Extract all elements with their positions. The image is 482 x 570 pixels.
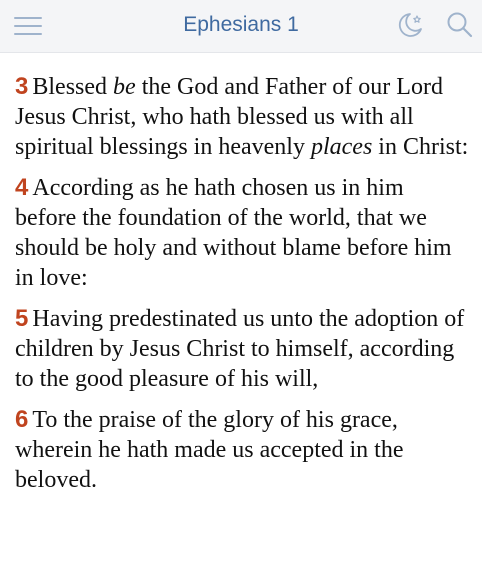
verse-number: 5 (15, 305, 29, 332)
verse-text: in Christ: (372, 134, 469, 160)
italic-word: places (310, 134, 373, 160)
verse-number: 6 (15, 406, 29, 433)
verse-text: According as he hath chosen us in him before the foundation of the world, that we should be holy and without blame before him in love: (15, 175, 452, 291)
night-mode-button[interactable] (396, 10, 426, 40)
verse-text: Blessed (32, 74, 114, 100)
verse-text: To the praise of the glory of his grace, wherein he hath made us accepted in the beloved. (15, 407, 404, 493)
chapter-text (15, 72, 470, 506)
verse[interactable] (15, 173, 470, 293)
verse[interactable] (15, 405, 470, 495)
verse[interactable] (15, 304, 470, 394)
italic-word: be (113, 74, 136, 100)
top-bar (0, 0, 482, 53)
moon-star-icon (396, 10, 426, 40)
verse[interactable] (15, 72, 470, 162)
search-icon (446, 10, 474, 40)
verse-text: the God and Father of our Lord Jesus Christ, who hath blessed us with all spiritual blessings in heavenly (15, 74, 443, 160)
page-title[interactable]: Ephesians 1 (183, 13, 299, 36)
verse-text: Having predestinated us unto the adoption of children by Jesus Christ to himself, according to the good pleasure of his will, (15, 306, 465, 392)
search-button[interactable] (446, 10, 474, 40)
verse-number: 4 (15, 174, 29, 201)
verse-number: 3 (15, 73, 29, 100)
